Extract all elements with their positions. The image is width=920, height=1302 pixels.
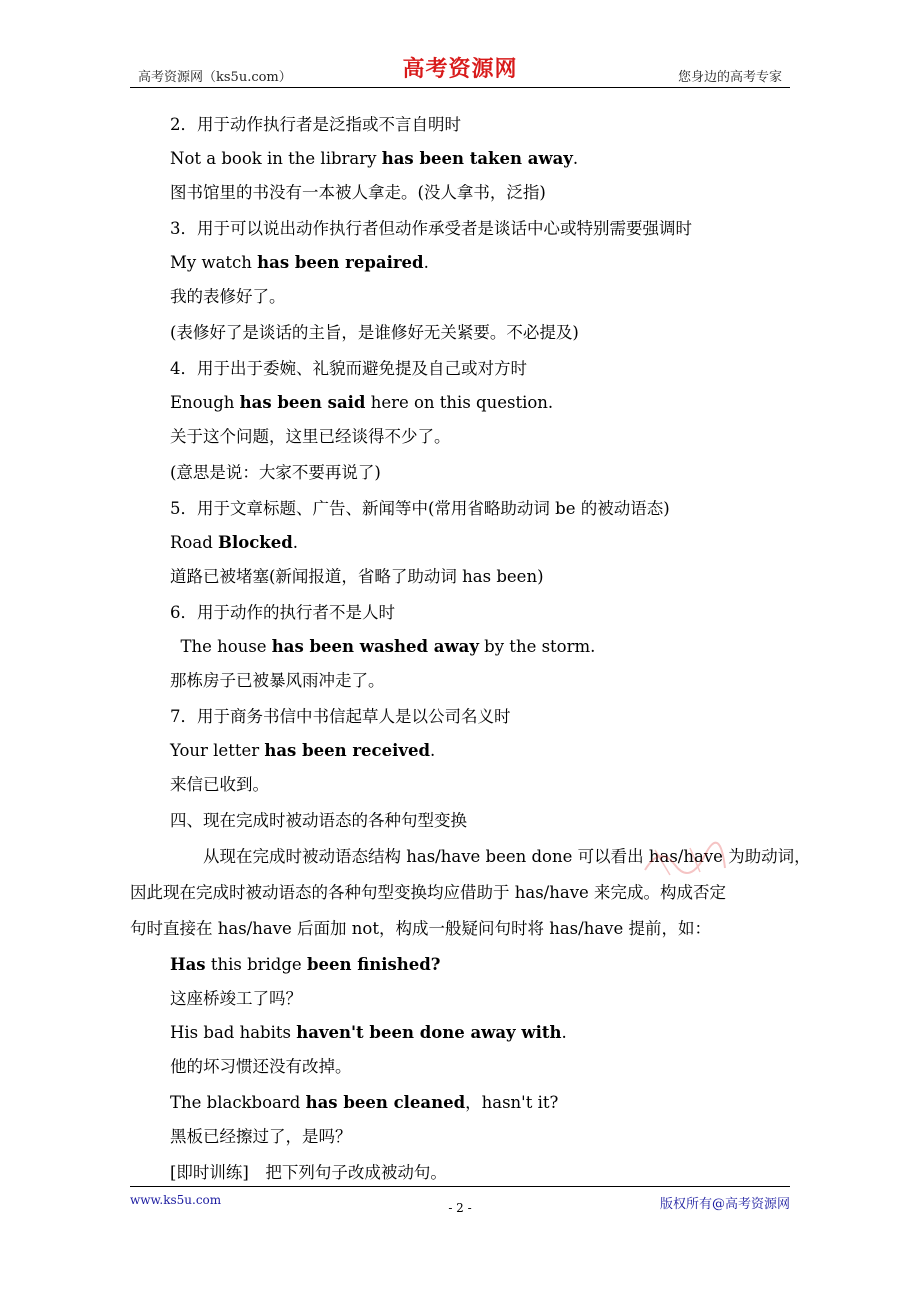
watermark-stamp-icon [640, 840, 730, 880]
paragraph-line-1: 从现在完成时被动语态结构 has/have been done 可以看出 has/have 为助动词， [170, 847, 811, 866]
example-sentence: Your letter has been received. [170, 741, 436, 760]
section-heading: 四、现在完成时被动语态的各种句型变换 [170, 811, 467, 830]
example-note: (表修好了是谈话的主旨，是谁修好无关紧要。不必提及) [170, 323, 579, 342]
header-site-name: 高考资源网（ks5u.com） [138, 70, 292, 85]
page-header [130, 50, 790, 88]
header-logo: 高考资源网 [402, 56, 518, 82]
example-sentence: Not a book in the library has been taken away. [170, 149, 579, 168]
practice-instruction: [即时训练] 把下列句子改成被动句。 [170, 1163, 447, 1182]
example-sentence: My watch has been repaired. [170, 253, 429, 272]
footer-link[interactable]: www.ks5u.com [130, 1193, 222, 1207]
item-heading-3: 3．用于可以说出动作执行者但动作承受者是谈话中心或特别需要强调时 [170, 219, 692, 238]
header-slogan: 您身边的高考专家 [677, 70, 782, 85]
example-sentence: The blackboard has been cleaned，hasn't it? [170, 1093, 559, 1112]
example-translation: 图书馆里的书没有一本被人拿走。(没人拿书，泛指) [170, 183, 546, 202]
example-sentence: Road Blocked. [170, 533, 298, 552]
example-translation: 黑板已经擦过了，是吗？ [170, 1127, 352, 1146]
example-sentence: The house has been washed away by the storm. [170, 637, 596, 656]
paragraph-line-3: 句时直接在 has/have 后面加 not，构成一般疑问句时将 has/have 提前，如： [130, 919, 711, 938]
page-number: - 2 - [448, 1201, 472, 1215]
example-translation: 道路已被堵塞(新闻报道，省略了助动词 has been) [170, 567, 544, 586]
example-sentence: Enough has been said here on this question. [170, 393, 554, 412]
example-translation: 这座桥竣工了吗？ [170, 989, 302, 1008]
example-sentence: Has this bridge been finished? [170, 955, 441, 974]
item-heading-5: 5．用于文章标题、广告、新闻等中(常用省略助动词 be 的被动语态) [170, 499, 670, 518]
item-heading-2: 2．用于动作执行者是泛指或不言自明时 [170, 115, 461, 134]
item-heading-6: 6．用于动作的执行者不是人时 [170, 603, 395, 622]
example-note: (意思是说：大家不要再说了) [170, 463, 381, 482]
example-translation: 关于这个问题，这里已经谈得不少了。 [170, 427, 451, 446]
footer-copyright: 版权所有@高考资源网 [659, 1197, 790, 1212]
page-footer [130, 1186, 790, 1227]
header-rule [130, 87, 790, 88]
example-translation: 他的坏习惯还没有改掉。 [170, 1057, 352, 1076]
example-translation: 那栋房子已被暴风雨冲走了。 [170, 671, 385, 690]
item-heading-7: 7．用于商务书信中书信起草人是以公司名义时 [170, 707, 511, 726]
paragraph-line-2: 因此现在完成时被动语态的各种句型变换均应借助于 has/have 来完成。构成否定 [130, 883, 727, 902]
example-sentence: His bad habits haven't been done away with. [170, 1023, 567, 1042]
item-heading-4: 4．用于出于委婉、礼貌而避免提及自己或对方时 [170, 359, 527, 378]
example-translation: 我的表修好了。 [170, 287, 286, 306]
example-translation: 来信已收到。 [170, 775, 269, 794]
